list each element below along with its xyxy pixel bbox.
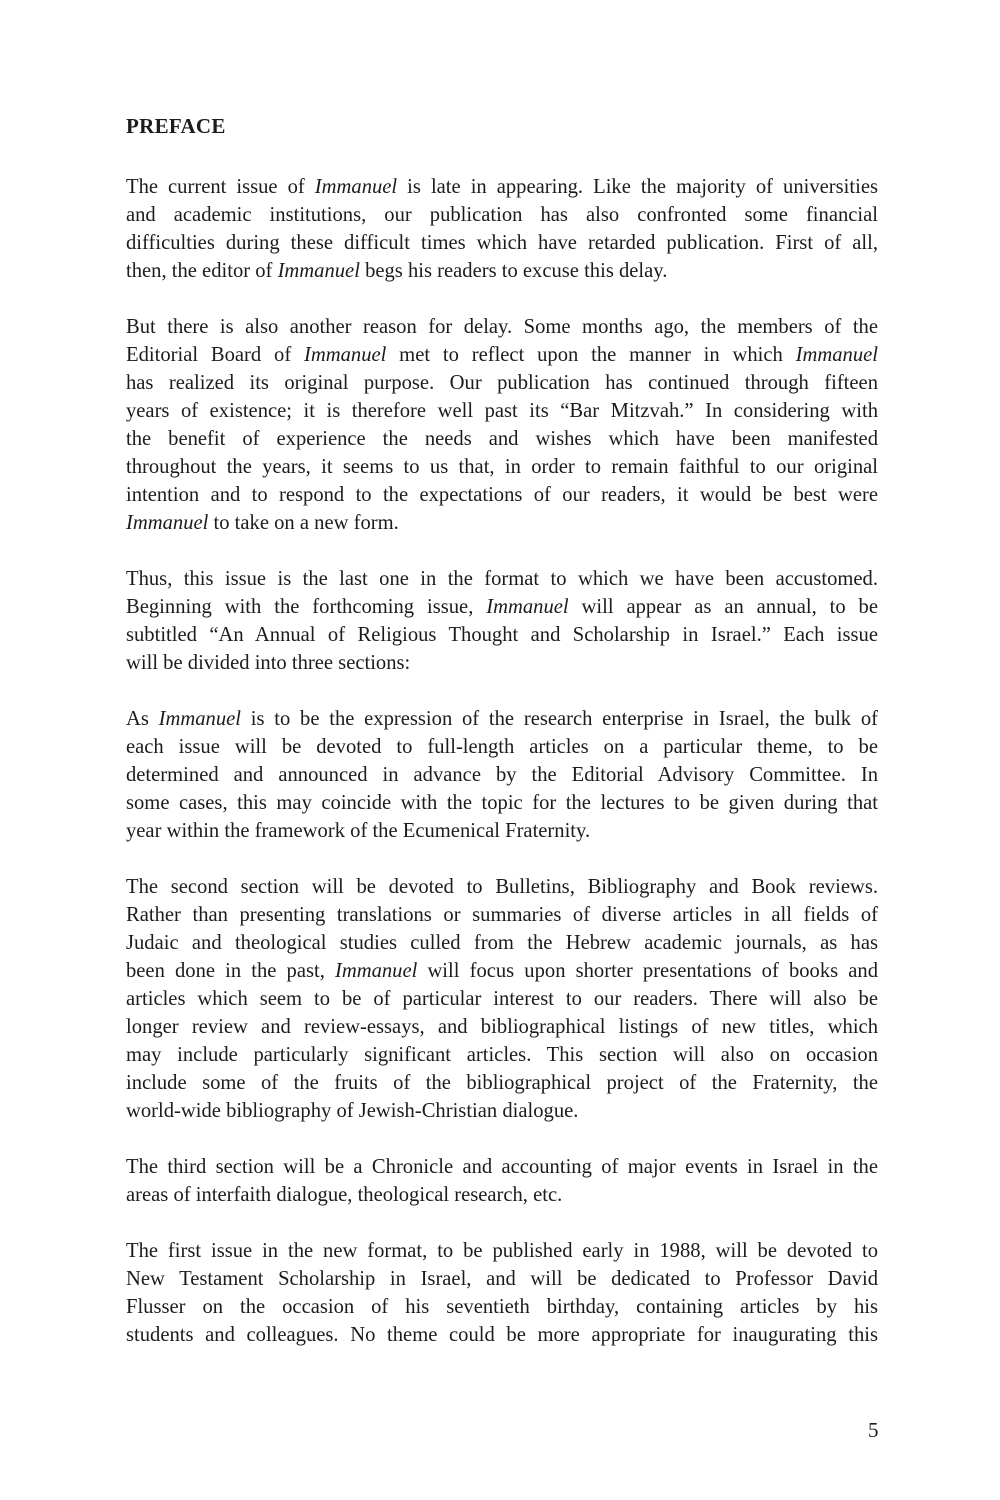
text-run: and academic institutions, our publication has also confronted some financial <box>126 204 878 226</box>
text-run: will focus upon shorter presentations of books and <box>417 960 878 982</box>
italic-title: Immanuel <box>277 260 360 282</box>
text-line <box>126 1013 878 1041</box>
text-line <box>126 1181 878 1209</box>
text-line <box>126 1069 878 1097</box>
text-line <box>126 1041 878 1069</box>
text-run: will appear as an annual, to be <box>568 596 878 618</box>
text-run: The first issue in the new format, to be published early in 1988, will be devoted to <box>126 1240 878 1262</box>
text-run: is to be the expression of the research enterprise in Israel, the bulk of <box>241 708 878 730</box>
text-line <box>126 1237 878 1265</box>
text-run: Thus, this issue is the last one in the format to which we have been accustomed. <box>126 568 878 590</box>
text-run: may include particularly significant articles. This section will also on occasion <box>126 1044 878 1066</box>
text-line <box>126 369 878 397</box>
text-line <box>126 1293 878 1321</box>
page-number: 5 <box>868 1418 879 1442</box>
paragraph <box>126 565 878 677</box>
page-heading: PREFACE <box>126 114 226 138</box>
text-run: will be divided into three sections: <box>126 652 411 674</box>
text-run: has realized its original purpose. Our publication has continued through fifteen <box>126 372 878 394</box>
italic-title: Immanuel <box>158 708 242 730</box>
text-line <box>126 733 878 761</box>
text-line <box>126 201 878 229</box>
text-run: Flusser on the occasion of his seventieth birthday, containing articles by his <box>126 1296 878 1318</box>
text-run: throughout the years, it seems to us that, in order to remain faithful to our original <box>126 456 878 478</box>
italic-title: Immanuel <box>126 512 209 534</box>
text-run: Beginning with the forthcoming issue, <box>126 596 487 618</box>
text-run: difficulties during these difficult times which have retarded publication. First of all, <box>126 232 878 254</box>
document-page <box>126 112 878 1377</box>
italic-title: Immanuel <box>304 344 387 366</box>
text-line <box>126 565 878 593</box>
text-run: As <box>126 708 159 730</box>
text-run: begs his readers to excuse this delay. <box>359 260 668 282</box>
text-line <box>126 761 878 789</box>
text-run: determined and announced in advance by the Editorial Advisory Committee. In <box>126 764 878 786</box>
text-line <box>126 705 878 733</box>
text-line <box>126 313 878 341</box>
text-run: the benefit of experience the needs and wishes which have been manifested <box>126 428 878 450</box>
text-line <box>126 453 878 481</box>
text-run: Judaic and theological studies culled from the Hebrew academic journals, as has <box>126 932 878 954</box>
text-run: to take on a new form. <box>208 512 399 534</box>
text-line <box>126 985 878 1013</box>
text-line <box>126 425 878 453</box>
text-run: students and colleagues. No theme could be more appropriate for inaugurating this <box>126 1324 878 1346</box>
text-line <box>126 957 878 985</box>
text-run: each issue will be devoted to full-length articles on a particular theme, to be <box>126 736 878 758</box>
text-line <box>126 341 878 369</box>
text-run: been done in the past, <box>126 960 335 982</box>
text-run: Rather than presenting translations or summaries of diverse articles in all fields of <box>126 904 878 926</box>
text-line <box>126 229 878 257</box>
text-line <box>126 1265 878 1293</box>
text-line <box>126 789 878 817</box>
text-run: The second section will be devoted to Bulletins, Bibliography and Book reviews. <box>126 876 878 898</box>
text-run: years of existence; it is therefore well past its “Bar Mitzvah.” In considering with <box>126 400 878 422</box>
text-run: world-wide bibliography of Jewish-Christian dialogue. <box>126 1100 579 1122</box>
text-run: The current issue of <box>126 176 315 198</box>
paragraph <box>126 873 878 1125</box>
text-run: articles which seem to be of particular interest to our readers. There will also be <box>126 988 878 1010</box>
text-run: include some of the fruits of the bibliographical project of the Fraternity, the <box>126 1072 878 1094</box>
text-line <box>126 901 878 929</box>
text-line <box>126 873 878 901</box>
text-line <box>126 649 878 677</box>
text-line <box>126 621 878 649</box>
text-run: Editorial Board of <box>126 344 304 366</box>
text-line <box>126 929 878 957</box>
italic-title: Immanuel <box>486 596 569 618</box>
text-run: areas of interfaith dialogue, theological research, etc. <box>126 1184 563 1206</box>
text-run: longer review and review-essays, and bibliographical listings of new titles, which <box>126 1016 878 1038</box>
text-line <box>126 1097 878 1125</box>
text-line <box>126 1321 878 1349</box>
paragraph <box>126 705 878 845</box>
text-run: some cases, this may coincide with the topic for the lectures to be given during that <box>126 792 878 814</box>
text-line <box>126 397 878 425</box>
text-run: met to reflect upon the manner in which <box>386 344 796 366</box>
text-line <box>126 257 878 285</box>
italic-title: Immanuel <box>334 960 418 982</box>
paragraph <box>126 313 878 537</box>
text-run: intention and to respond to the expectations of our readers, it would be best were <box>126 484 878 506</box>
body-text <box>126 173 878 1349</box>
italic-title: Immanuel <box>314 176 398 198</box>
paragraph <box>126 1237 878 1349</box>
text-line <box>126 173 878 201</box>
text-run: But there is also another reason for delay. Some months ago, the members of the <box>126 316 878 338</box>
text-line <box>126 817 878 845</box>
text-run: New Testament Scholarship in Israel, and will be dedicated to Professor David <box>126 1268 878 1290</box>
text-line <box>126 481 878 509</box>
paragraph <box>126 1153 878 1209</box>
text-line <box>126 509 878 537</box>
italic-title: Immanuel <box>795 344 878 366</box>
text-run: is late in appearing. Like the majority of universities <box>397 176 878 198</box>
text-line <box>126 1153 878 1181</box>
paragraph <box>126 173 878 285</box>
text-run: subtitled “An Annual of Religious Thought and Scholarship in Israel.” Each issue <box>126 624 878 646</box>
text-run: then, the editor of <box>126 260 278 282</box>
text-run: year within the framework of the Ecumenical Fraternity. <box>126 820 591 842</box>
text-run: The third section will be a Chronicle and accounting of major events in Israel in the <box>126 1156 878 1178</box>
text-line <box>126 593 878 621</box>
